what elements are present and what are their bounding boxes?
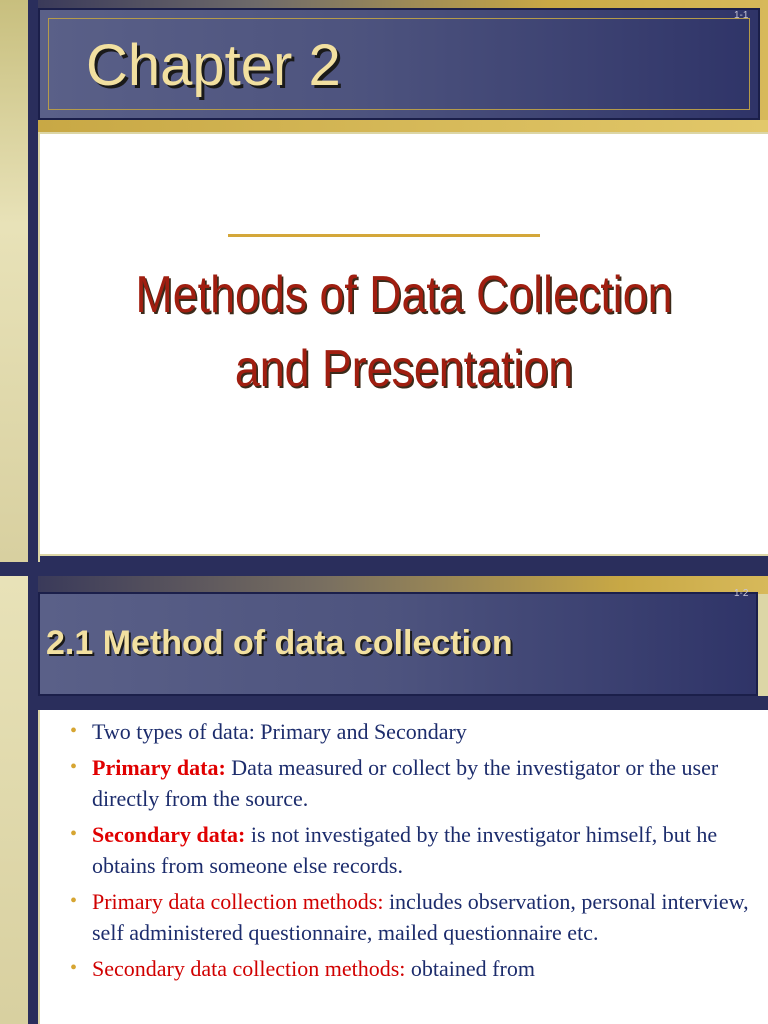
bullet-text: includes observation, personal interview, self administered questionnaire, mailed questionnaire etc. — [92, 889, 749, 945]
bullet-icon: • — [70, 756, 78, 778]
list-item — [70, 953, 750, 984]
subtitle-line-2: and Presentation — [234, 340, 574, 398]
slide-2-body — [40, 710, 768, 1024]
list-item — [70, 819, 750, 881]
slide-1-body — [40, 134, 768, 554]
slide-number: 1-1 — [734, 10, 749, 21]
accent-rule — [228, 234, 540, 237]
bullet-text: is not investigated by the investigator himself, but he obtains from someone else records. — [92, 822, 718, 878]
slide-divider — [0, 562, 768, 576]
subtitle-line-1: Methods of Data Collection — [135, 266, 673, 324]
chapter-title: Chapter 2 — [86, 33, 341, 98]
left-decor-strip — [0, 0, 28, 562]
bullet-lead: Primary data collection methods: — [92, 889, 384, 914]
list-item — [70, 886, 750, 948]
left-decor-strip — [0, 576, 28, 1024]
slide-number: 1-2 — [734, 588, 749, 599]
section-title: 2.1 Method of data collection — [46, 624, 513, 662]
header-gold-band — [38, 120, 768, 132]
chapter-subtitle — [91, 258, 717, 406]
bullet-text: Data measured or collect by the investigator or the user directly from the source. — [92, 755, 719, 811]
bullet-lead: Secondary data collection methods: — [92, 956, 406, 981]
left-decor-bar — [28, 576, 38, 1024]
bullet-icon: • — [70, 720, 78, 742]
bullet-icon: • — [70, 957, 78, 979]
list-item — [70, 752, 750, 814]
bullet-text: obtained from — [405, 956, 535, 981]
bullet-text: Two types of data: Primary and Secondary — [92, 719, 467, 744]
bullet-icon: • — [70, 890, 78, 912]
bullet-lead: Secondary data: — [92, 822, 246, 847]
bullet-lead: Primary data: — [92, 755, 226, 780]
left-decor-bar — [28, 0, 38, 562]
header-base-bar — [38, 696, 768, 710]
bullet-list — [70, 716, 750, 989]
list-item — [70, 716, 750, 747]
bullet-icon: • — [70, 823, 78, 845]
slide-2 — [0, 576, 768, 1024]
